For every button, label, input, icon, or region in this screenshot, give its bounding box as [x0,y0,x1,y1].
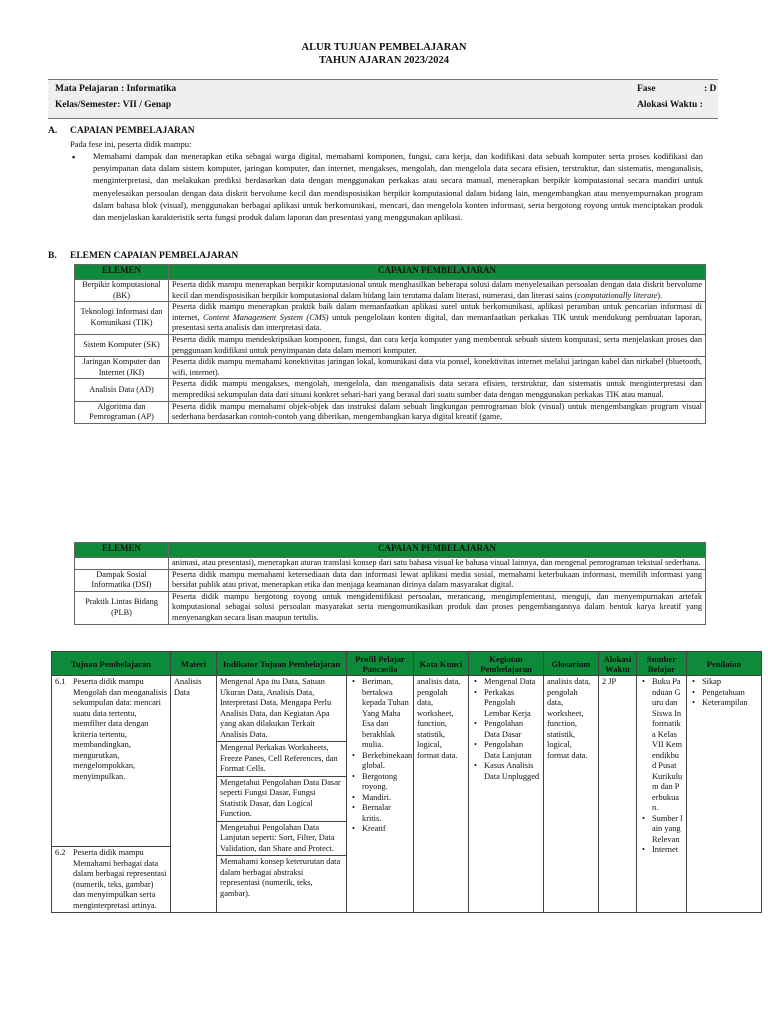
capaian-cell: animasi, atau presentasi), menerapkan aturan translasi konsep dari satu bahasa visual ke bahasa visual lainnya, dan mengenal pemrograman tekstual sederhana. [169,558,706,570]
table-row [75,334,706,356]
list-item: • Sikap [702,677,758,688]
capaian-cell: Peserta didik mampu menerapkan berpikir komputasional untuk menghasilkan beberapa solusi dalam menyelesaikan persoalan dengan data diskrit bervolume kecil dan mendisposisikan berpikir komputasional dalam bidang lain terutama dalam literasi, numerasi, dan literasi sains (computationally literate). [169,280,706,302]
profil-cell [347,676,414,913]
col-elemen: ELEMEN [75,265,169,280]
elemen-cell: Sistem Komputer (SK) [75,334,169,356]
elemen-cell: Teknologi Informasi dan Komunikasi (TIK) [75,302,169,335]
section-a-bullet: Memahami dampak dan menerapkan etika sebagai warga digital, memahami komponen, fungsi, cara kerja, dan kodifikasi data sebuah komputer serta proses kodifikasi dan penyimpanan data dalam sistem komputer, jaringan komputer, dan internet, mengakses, mengolah, dan mengelola data secara efisien, terstruktur, dan sistematis, menganalisis, menginterpretasi, dan melakukan prediksi berdasarkan data dengan menggunakan perkakas atau secara manual, menerapkan berpikir komputasional secara mandiri untuk menyelesaikan persoalan dengan data diskrit bervolume kecil dan mendisposisikan berpikir komputasional dalam bidang lain, mengembangkan atau menyempurnakan program dalam bahasa blok (visual), menggunakan berbagai aplikasi untuk berkomunikasi, mencari, dan mengelola konten informasi, serta bergotong royong untuk menciptakan produk dan menjelaskan karakteristik serta fungsi produk dalam laporan dan presentasi yang menggunakan aplikasi. [93,151,703,223]
elemen-cell: Praktik Lintas Bidang (PLB) [75,591,169,624]
mapel-text: Mata Pelajaran : Informatika [55,84,177,94]
capaian-cell: Peserta didik mampu memahami ketersediaan data dan informasi lewat aplikasi media sosial, memahami keterbukaan informasi, memilih informasi yang bersifat publik atau privat, menerapkan etika dan menjaga keamanan dirinya dalam masyarakat digital. [169,569,706,591]
penilaian-list [690,677,758,709]
th-alokasi: Alokasi Waktu [599,652,637,676]
list-item: • Buku Panduan Guru dan Siswa Informatika Kelas VII Kemendikbud Pusat Kurikulum dan Perbukuan. [652,677,683,814]
table-row [75,280,706,302]
fase-value: : D [704,84,717,94]
kata-kunci-cell: analisis data, pengolah data, worksheet, function, statistik, logical, format data. [414,676,469,913]
th-penilaian: Penilaian [687,652,762,676]
capaian-cell: Peserta didik mampu bergotong royong untuk mengidentifikasi persoalan, merancang, mengimplementasi, menguji, dan menyempurnakan artefak komputasional sebagai solusi persoalan masyarakat serta mengomunikasikan produk dan proses pengembangannya dalam bentuk karya kreatif yang menyenangkan secara lisan maupun tertulis. [169,591,706,624]
list-item: • Bergotong royong. [362,772,410,793]
kelas-text: Kelas/Semester: VII / Genap [55,100,172,110]
indikator-item: Mengetahui Pengolahan Data Lanjutan seperti: Sort, Filter, Data Validation, dan Share and Protect. [217,821,346,856]
tp1-text: Peserta didik mampu Mengolah dan menganalisis sekumpulan data: mencari suatu data tertentu, memfilter data dengan kriteria tertentu, membandingkan, mengurutkan, mengelompokkan, menyimpulkan. [73,677,167,781]
alokasi-label: Alokasi Waktu : [637,100,703,110]
section-b-title: ELEMEN CAPAIAN PEMBELAJARAN [70,251,239,261]
th-kegiatan: Kegiatan Pembelajaran [469,652,544,676]
section-a-intro: Pada fese ini, peserta didik mampu: [70,139,192,149]
table-row [75,302,706,335]
kegiatan-list [472,677,540,782]
header-info-box [48,79,718,119]
bullet-icon: ▪ [72,152,76,162]
elemen-table-2 [74,542,706,625]
th-kata-kunci: Kata Kunci [414,652,469,676]
capaian-cell: Peserta didik mampu memahami konektivitas jaringan lokal, komunikasi data via ponsel, konektivitas internet melalui jaringan kabel dan nirkabel (bluetooth, wifi, internet). [169,357,706,379]
col-elemen: ELEMEN [75,543,169,558]
sumber-cell [637,676,687,913]
list-item: • Kreatif [362,824,410,835]
fase-label: Fase [637,84,656,94]
indikator-item: Mengetahui Pengolahan Data Dasar seperti Fungsi Dasar, Fungsi Statistik Dasar, dan Logical Function. [217,776,346,821]
elemen-cell [75,558,169,570]
table-row [52,676,762,913]
list-item: • Keterampilan [702,698,758,709]
elemen-cell: Dampak Sosial Informatika (DSI) [75,569,169,591]
col-capaian: CAPAIAN PEMBELAJARAN [169,543,706,558]
th-tujuan: Tujuan Pembelajaran [52,652,171,676]
list-item: • Perkakas Pengolah Lembar Kerja [484,688,540,720]
indikator-cell [217,676,347,913]
list-item: • Beriman, bertakwa kepada Tuhan Yang Maha Esa dan berakhlak mulia. [362,677,410,751]
list-item: • Bernalar kritis. [362,803,410,824]
materi-cell: Analisis Data [171,676,217,913]
list-item: • Pengolahan Data Dasar [484,719,540,740]
tp2-number: 6.2 [55,848,66,857]
table-row [75,401,706,423]
doc-title: ALUR TUJUAN PEMBELAJARAN [301,42,467,53]
glosarium-cell: analisis data, pengolah data, worksheet, function, statistik, logical, format data. [544,676,599,913]
capaian-cell: Peserta didik mampu mendeskripsikan komponen, fungsi, dan cara kerja komputer yang membentuk sebuah sistem komputasi, serta menjelaskan proses dan penggunaan kodifikasi untuk penyimpanan data dalam memori komputer. [169,334,706,356]
elemen-cell: Berpikir komputasional (BK) [75,280,169,302]
kegiatan-cell [469,676,544,913]
list-item: • Mengenal Data [484,677,540,688]
indikator-item: Mengenal Apa itu Data, Satuan Ukuran Data, Analisis Data, Interpretasi Data, Mengapa Perlu Analisis Data, dan Kegiatan Apa yang akan dilakukan Terkait Analisis Data. [220,677,332,739]
tp-item-2 [52,846,170,912]
th-materi: Materi [171,652,217,676]
indikator-item: Mengenal Perkakas Worksheets, Freeze Panes, Cell References, dan Format Cells. [217,741,346,776]
alokasi-cell: 2 JP [599,676,637,913]
sumber-list [640,677,683,856]
elemen-cell: Algoritma dan Pemrograman (AP) [75,401,169,423]
section-b-letter: B. [48,251,57,261]
elemen-cell: Jaringan Komputer dan Internet (JKI) [75,357,169,379]
table-row [75,569,706,591]
indikator-item: Memahami konsep keterurutan data dalam berbagai abstraksi representasi (numerik, teks, gambar). [217,855,346,900]
penilaian-cell [687,676,762,913]
elemen-cell: Analisis Data (AD) [75,379,169,401]
list-item: • Kasus Analisis Data Unplugged [484,761,540,782]
section-a-title: CAPAIAN PEMBELAJARAN [70,126,195,136]
th-glosarium: Glosarium [544,652,599,676]
capaian-cell: Peserta didik mampu mengakses, mengolah, mengelola, dan menganalisis data secara efisien, terstruktur, dan sistematis untuk menginterpretasi dan memprediksi sekumpulan data dari situasi konkret sehari-hari yang berasal dari suatu sumber data dengan menggunakan perkakas TIK atau manual. [169,379,706,401]
list-item: • Pengolahan Data Lanjutan [484,740,540,761]
tp1-number: 6.1 [55,677,66,686]
tp2-text: Peserta didik mampu Memahami berbagai data dalam berbagai representasi (numerik, teks, gambar) dan menyimpulkan serta menginterpretasi artinya. [73,848,167,910]
tujuan-cell [52,676,171,913]
list-item: • Mandiri. [362,793,410,804]
col-capaian: CAPAIAN PEMBELAJARAN [169,265,706,280]
tp-item-1 [52,676,170,846]
capaian-cell: Peserta didik mampu menerapkan praktik baik dalam memanfaatkan aplikasi surel untuk berkomunikasi, aplikasi peramban untuk pencarian informasi di internet, Content Management System (CMS) untuk pengelolaan konten digital, dan memanfaatkan perkakas TIK untuk mendukung pembuatan laporan, presentasi serta analisis dan interpretasi data. [169,302,706,335]
list-item: • Pengetahuan [702,688,758,699]
table-row [75,591,706,624]
table-row [75,379,706,401]
elemen-table-1 [74,264,706,424]
profil-list [350,677,413,835]
th-sumber: Sumber Belajar [637,652,687,676]
tp-table [51,651,762,913]
list-item: • Berkebinekaan global. [362,751,410,772]
list-item: • Internet [652,845,683,856]
table-row [75,558,706,570]
th-profil: Profil Pelajar Pancasila [347,652,414,676]
doc-subtitle: TAHUN AJARAN 2023/2024 [319,55,449,66]
section-a-letter: A. [48,126,58,136]
capaian-cell: Peserta didik mampu memahami objek-objek dan instruksi dalam sebuah lingkungan pemrograman blok (visual) untuk mengembangkan program visual sederhana berdasarkan contoh-contoh yang diberikan, mengembangkan karya digital kreatif (game, [169,401,706,423]
list-item: • Sumber lain yang Relevan [652,814,683,846]
th-indikator: Indikator Tujuan Pembelajaran [217,652,347,676]
table-row [75,357,706,379]
